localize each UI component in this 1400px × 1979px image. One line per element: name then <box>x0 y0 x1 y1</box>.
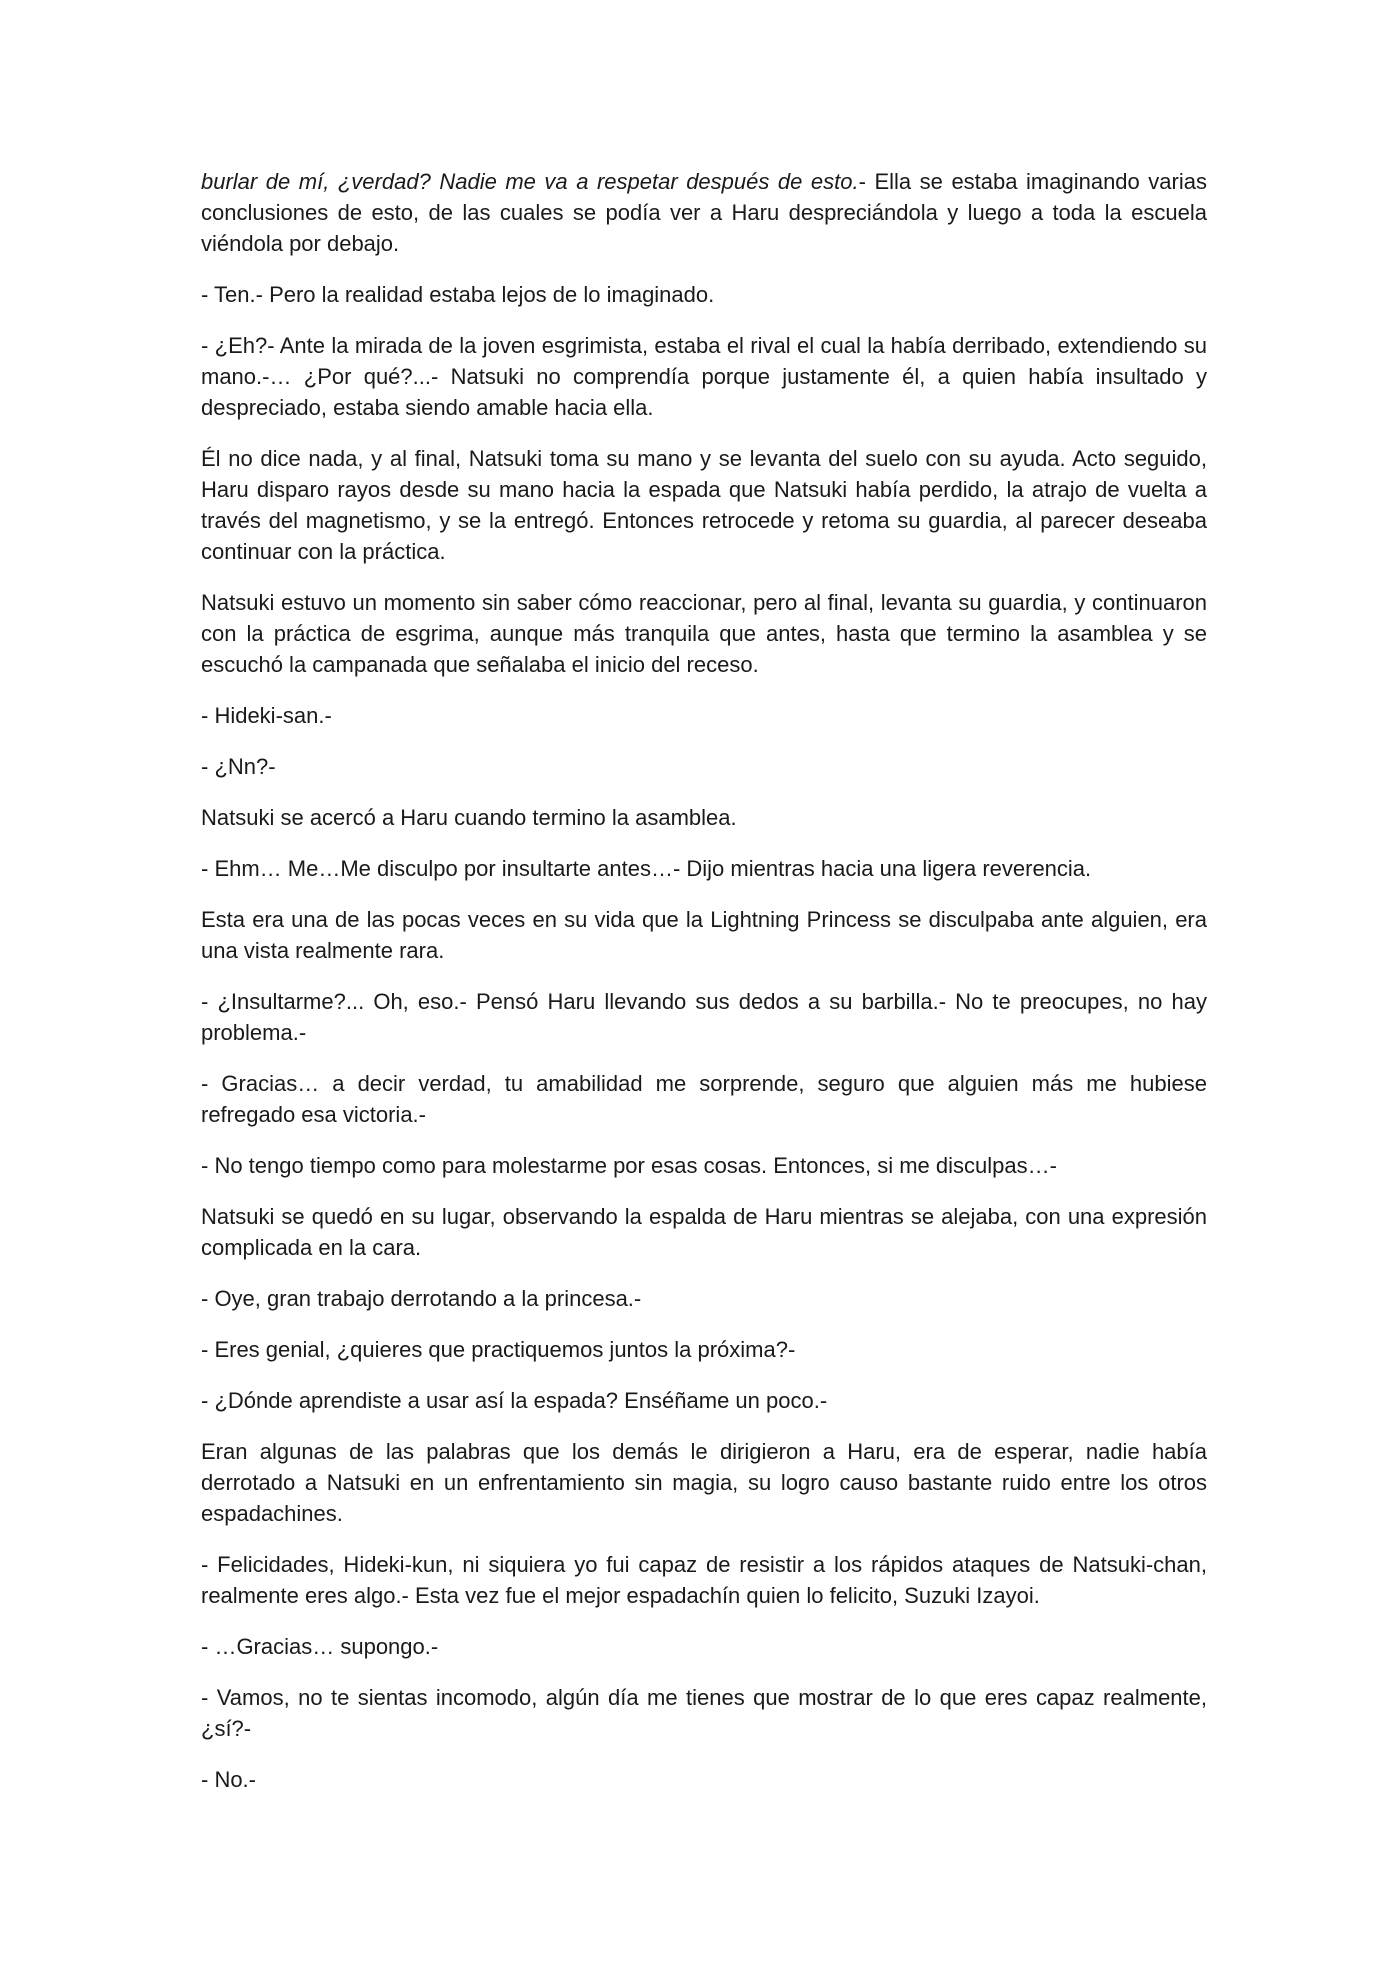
paragraph-22: - No.- <box>201 1767 256 1792</box>
paragraph-3: - ¿Eh?- Ante la mirada de la joven esgrimista, estaba el rival el cual la había derribado, extendiendo su mano.-… ¿Por qué?...- Natsuki no comprendía porque justamente él, a quien había insultado y despreciado, estaba siendo amable hacia ella. <box>201 333 1207 420</box>
paragraph-5: Natsuki estuvo un momento sin saber cómo reaccionar, pero al final, levanta su guardia, y continuaron con la práctica de esgrima, aunque más tranquila que antes, hasta que termino la asamblea y se escuchó la campanada que señalaba el inicio del receso. <box>201 590 1207 677</box>
paragraph-17: - ¿Dónde aprendiste a usar así la espada? Enséñame un poco.- <box>201 1388 828 1413</box>
paragraph-6: - Hideki-san.- <box>201 703 332 728</box>
paragraph-20: - …Gracias… supongo.- <box>201 1634 439 1659</box>
paragraph-19: - Felicidades, Hideki-kun, ni siquiera yo fui capaz de resistir a los rápidos ataques de Natsuki-chan, realmente eres algo.- Esta vez fue el mejor espadachín quien lo felicito, Suzuki Izayoi. <box>201 1552 1207 1608</box>
paragraph-2: - Ten.- Pero la realidad estaba lejos de lo imaginado. <box>201 282 715 307</box>
document-body <box>201 166 1207 1815</box>
paragraph-14: Natsuki se quedó en su lugar, observando la espalda de Haru mientras se alejaba, con una expresión complicada en la cara. <box>201 1204 1207 1260</box>
italic-thought: burlar de mí, ¿verdad? Nadie me va a respetar después de esto. <box>201 169 859 194</box>
paragraph-1 <box>201 166 1207 259</box>
paragraph-4: Él no dice nada, y al final, Natsuki toma su mano y se levanta del suelo con su ayuda. Acto seguido, Haru disparo rayos desde su mano hacia la espada que Natsuki había perdido, la atrajo de vuelta a través del magnetismo, y se la entregó. Entonces retrocede y retoma su guardia, al parecer deseaba continuar con la práctica. <box>201 446 1207 564</box>
paragraph-11: - ¿Insultarme?... Oh, eso.- Pensó Haru llevando sus dedos a su barbilla.- No te preocupes, no hay problema.- <box>201 989 1207 1045</box>
paragraph-16: - Eres genial, ¿quieres que practiquemos juntos la próxima?- <box>201 1337 796 1362</box>
paragraph-13: - No tengo tiempo como para molestarme por esas cosas. Entonces, si me disculpas…- <box>201 1153 1057 1178</box>
paragraph-text: - Ella se estaba imaginando varias conclusiones de esto, de las cuales se podía ver a Haru despreciándola y luego a toda la escuela viéndola por debajo. <box>201 169 1207 256</box>
paragraph-15: - Oye, gran trabajo derrotando a la princesa.- <box>201 1286 642 1311</box>
paragraph-9: - Ehm… Me…Me disculpo por insultarte antes…- Dijo mientras hacia una ligera reverencia. <box>201 856 1092 881</box>
paragraph-18: Eran algunas de las palabras que los demás le dirigieron a Haru, era de esperar, nadie había derrotado a Natsuki en un enfrentamiento sin magia, su logro causo bastante ruido entre los otros espadachines. <box>201 1439 1207 1526</box>
paragraph-8: Natsuki se acercó a Haru cuando termino la asamblea. <box>201 805 737 830</box>
paragraph-7: - ¿Nn?- <box>201 754 276 779</box>
paragraph-12: - Gracias… a decir verdad, tu amabilidad me sorprende, seguro que alguien más me hubiese refregado esa victoria.- <box>201 1071 1207 1127</box>
paragraph-21: - Vamos, no te sientas incomodo, algún día me tienes que mostrar de lo que eres capaz realmente, ¿sí?- <box>201 1685 1207 1741</box>
paragraph-10: Esta era una de las pocas veces en su vida que la Lightning Princess se disculpaba ante alguien, era una vista realmente rara. <box>201 907 1207 963</box>
